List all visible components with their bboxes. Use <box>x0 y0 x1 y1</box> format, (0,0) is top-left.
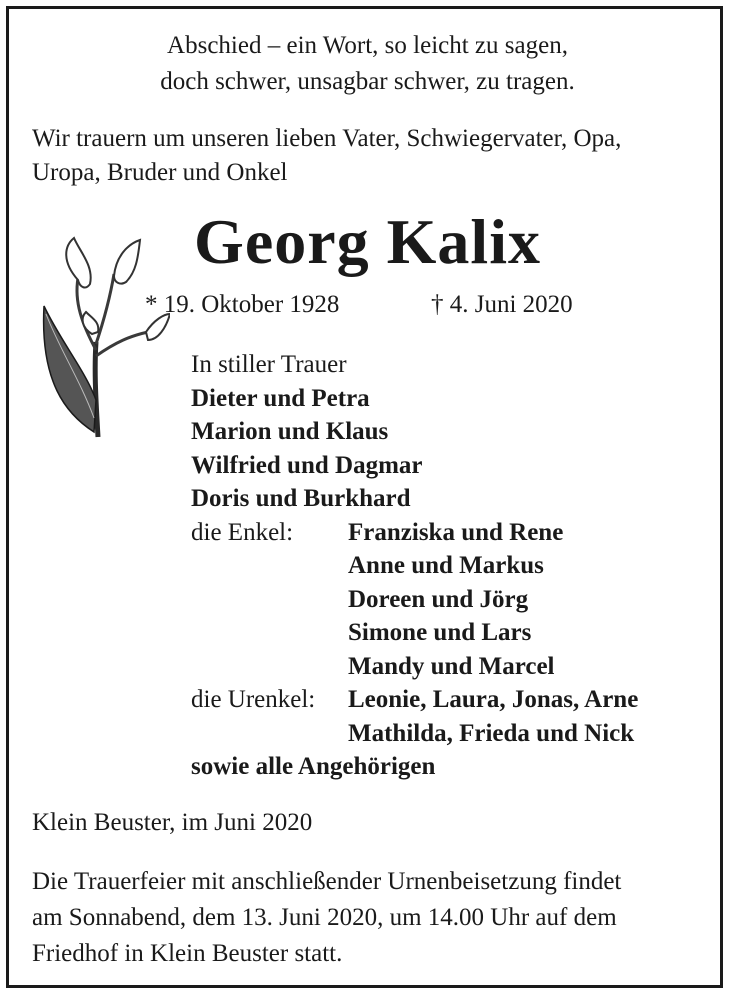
calla-lily-icon <box>30 232 170 447</box>
grandchild-entry: Mandy und Marcel <box>348 652 555 680</box>
great-grandchildren-row <box>191 717 638 751</box>
child-couple: Dieter und Petra <box>191 384 370 412</box>
child-couple: Doris und Burkhard <box>191 485 411 512</box>
place-date: Klein Beuster, im Juni 2020 <box>32 809 313 836</box>
grandchildren-label: die Enkel: <box>191 518 294 546</box>
intro-text <box>32 122 621 190</box>
grandchild-entry: Simone und Lars <box>348 619 532 646</box>
child-couple: Wilfried und Dagmar <box>191 451 423 479</box>
grandchild-entry: Franziska und Rene <box>348 518 564 546</box>
great-grandchildren-label: die Urenkel: <box>191 686 316 713</box>
deceased-name: Georg Kalix <box>194 206 541 277</box>
death-date: † 4. Juni 2020 <box>431 291 573 318</box>
grandchild-entry: Anne und Markus <box>348 552 544 579</box>
great-grandchild-entry: Leonie, Laura, Jonas, Arne <box>348 686 639 713</box>
mourning-heading: In stiller Trauer <box>191 351 347 378</box>
relatives-line: sowie alle Angehörigen <box>191 753 436 780</box>
grandchildren-row <box>191 549 638 583</box>
grandchild-entry: Doreen und Jörg <box>348 585 529 613</box>
great-grandchild-entry: Mathilda, Frieda und Nick <box>348 719 635 747</box>
mourners-list <box>191 348 638 784</box>
grandchildren-row <box>191 650 638 684</box>
funeral-info-line: am Sonnabend, dem 13. Juni 2020, um 14.00 Uhr auf dem <box>32 904 617 931</box>
motto-line: doch schwer, unsagbar schwer, zu tragen. <box>160 68 575 95</box>
grandchildren-row <box>191 616 638 650</box>
motto-verse <box>0 28 735 100</box>
intro-line: Uropa, Bruder und Onkel <box>32 159 288 186</box>
funeral-info <box>32 864 621 972</box>
funeral-info-line: Friedhof in Klein Beuster statt. <box>32 940 343 967</box>
funeral-info-line: Die Trauerfeier mit anschließender Urnenbeisetzung findet <box>32 868 622 895</box>
birth-date: * 19. Oktober 1928 <box>145 291 340 318</box>
motto-line: Abschied – ein Wort, so leicht zu sagen, <box>167 32 568 59</box>
grandchildren-row <box>191 516 638 550</box>
intro-line: Wir trauern um unseren lieben Vater, Schwiegervater, Opa, <box>32 125 622 152</box>
great-grandchildren-row <box>191 683 638 717</box>
grandchildren-row <box>191 583 638 617</box>
child-couple: Marion und Klaus <box>191 418 389 445</box>
